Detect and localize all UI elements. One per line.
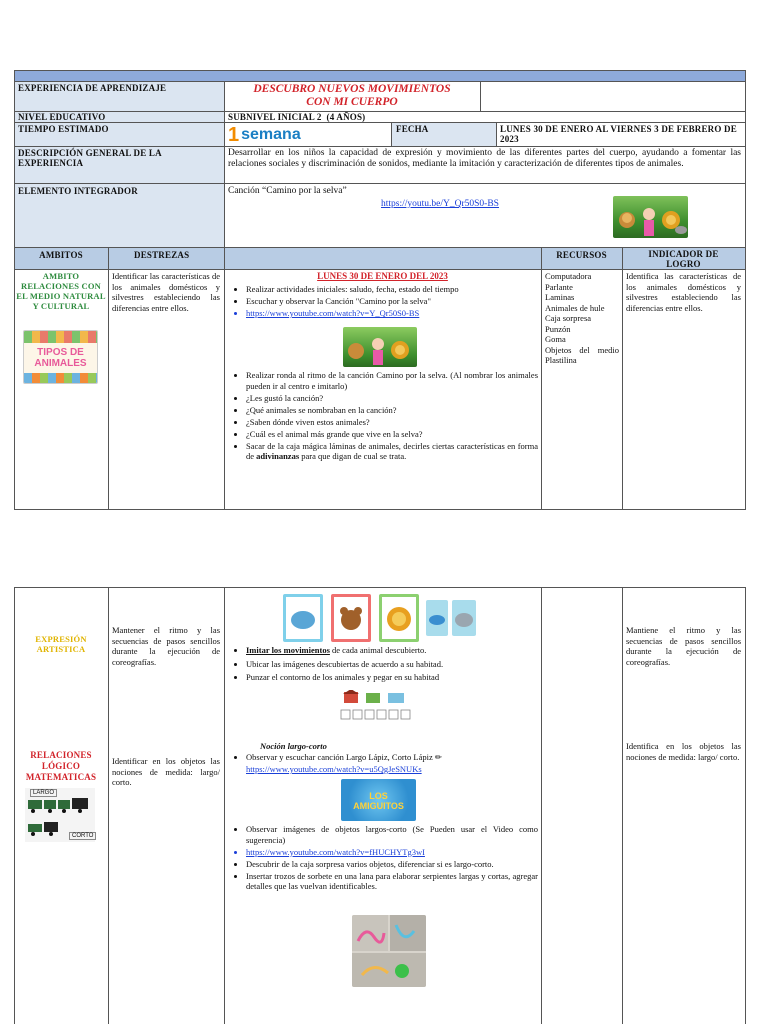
animal-card (331, 594, 371, 642)
nivel-value: SUBNIVEL INICIAL 2 (4 AÑOS) (228, 112, 366, 122)
recurso-item: Punzón (545, 323, 571, 334)
tiempo-label: TIEMPO ESTIMADO (18, 124, 109, 134)
semana-logo (228, 125, 301, 145)
experiencia-title-line-1: DESCUBRO NUEVOS MOVIMIENTOS (253, 83, 451, 95)
snakes-craft-image (352, 915, 426, 987)
table-top-bar (14, 70, 745, 81)
nocion-heading: Noción largo-corto (260, 741, 327, 751)
jungle-song-image (613, 196, 688, 238)
list-item: • Realizar actividades iniciales: saludo, fecha, estado del tiempo (246, 284, 538, 295)
list-item: • ¿Les gustó la canción? (246, 393, 538, 404)
activities-list-nocion (232, 752, 538, 776)
list-item: • Imitar los movimientos de cada animal descubierto. (246, 645, 538, 656)
indicador-expresion: Mantiene el ritmo y las secuencias de pasos sencillos durante la ejecución de coreografías. (626, 625, 741, 667)
activities-list-largo-corto (232, 824, 538, 893)
animal-card (379, 594, 419, 642)
list-item: • Insertar trozos de sorbete en una lana para elaborar serpientes largas y cortas, agregar detalles que las vuelvan identificables. (246, 871, 538, 892)
list-item-link[interactable]: https://www.youtube.com/watch?v=u5QgJeSNUKs (246, 764, 422, 774)
recurso-item: Plastilina (545, 355, 577, 365)
habitat-icon (340, 690, 412, 724)
amiguitos-logo (341, 779, 416, 821)
list-item: • Observar y escuchar canción Largo Lápiz, Corto Lápiz ✏ (246, 752, 538, 763)
animal-card (283, 594, 323, 642)
fecha-value: LUNES 30 DE ENERO AL VIERNES 3 DE FEBRERO DE 2023 (500, 124, 737, 144)
expresion-destreza: Mantener el ritmo y las secuencias de pasos sencillos durante la ejecución de coreografías. (112, 625, 220, 667)
fecha-label: FECHA (396, 124, 429, 134)
recurso-item: Caja sorpresa (545, 313, 592, 323)
recurso-item: Laminas (545, 292, 575, 302)
dolphin-icon (426, 600, 448, 636)
date-heading: LUNES 30 DE ENERO DEL 2023 (317, 271, 448, 281)
habitat-worksheet-image (340, 690, 412, 724)
recurso-item: Computadora (545, 271, 592, 281)
activities-list-expresion (232, 645, 538, 684)
amiguitos-text: LOS AMIGUITOS (353, 791, 404, 811)
list-item: • ¿Saben dónde viven estos animales? (246, 417, 538, 428)
semana-number: 1 (228, 124, 240, 146)
header-destrezas: DESTREZAS (134, 250, 190, 260)
list-item: • Escuchar y observar la Canción "Camino por la selva" (246, 296, 538, 307)
tipos-animales-text: TIPOS DE ANIMALES (34, 347, 87, 369)
animal-card (426, 600, 448, 636)
nivel-label: NIVEL EDUCATIVO (18, 112, 106, 122)
destreza-text: Identificar las características de los animales domésticos y silvestres estableciendo las diferencias entre ellos. (112, 271, 220, 313)
jungle-animals-icon (343, 327, 417, 367)
elemento-link[interactable]: https://youtu.be/Y_Qr50S0-BS (381, 199, 499, 209)
list-item: • Ubicar las imágenes descubiertas de acuerdo a su habitad. (246, 659, 538, 670)
header-indicador-line-2: LOGRO (666, 259, 701, 269)
adivinanzas-bold: adivinanzas (256, 451, 300, 461)
descripcion-value: Desarrollar en los niños la capacidad de expresión y movimiento de las diferentes partes del cuerpo, ayudando a fomentar las relaciones sociales y discriminación de sonidos, mediante la imitación y caracterización de diferentes tipos de animales. (228, 148, 741, 169)
recurso-item: Parlante (545, 281, 573, 292)
semana-word: semana (241, 126, 301, 143)
header-indicador (622, 249, 745, 269)
corto-label: CORTO (69, 832, 96, 840)
experiencia-title-line-2: CON MI CUERPO (306, 96, 398, 108)
header-ambitos: AMBITOS (39, 250, 83, 260)
imitar-bold: Imitar los movimientos (246, 645, 330, 655)
largo-corto-train-image (25, 788, 95, 842)
elephant-icon (452, 600, 476, 636)
experiencia-title (226, 83, 478, 109)
elemento-value: Canción “Camino por la selva” (228, 186, 347, 196)
header-indicador-line-1: INDICADOR DE (648, 249, 719, 259)
indicador-logico: Identifica en los objetos las nociones de medida: largo/ corto. (626, 741, 741, 762)
recurso-item: Objetos del medio (545, 344, 619, 355)
list-item: • Punzar el contorno de los animales y pegar en su habitad (246, 672, 538, 683)
activities-list-b (232, 370, 538, 463)
list-item-link[interactable]: • https://www.youtube.com/watch?v=fHUCHYTg3wI (246, 847, 538, 858)
indicador-text: Identifica las características de los animales domésticos y silvestres estableciendo las diferencias entre ellos. (626, 271, 741, 313)
recurso-item: Animales de hule (545, 302, 605, 313)
tipos-animales-image (23, 330, 98, 384)
list-item: • Realizar ronda al ritmo de la canción Camino por la selva. (Al nombrar los animales pueden ir al centro e imitarlo) (246, 370, 538, 391)
descripcion-label: DESCRIPCIÓN GENERAL DE LA EXPERIENCIA (18, 148, 162, 168)
list-item: • Sacar de la caja mágica láminas de animales, decirles ciertas características en forma de adivinanzas para que digan de cual se trata. (246, 441, 538, 462)
ambito-label: AMBITO RELACIONES CON EL MEDIO NATURAL Y CULTURAL (16, 271, 106, 311)
header-recursos: RECURSOS (556, 250, 607, 260)
logico-destreza: Identificar en los objetos las nociones de medida: largo/ corto. (112, 756, 220, 787)
animal-card (452, 600, 476, 636)
elemento-label: ELEMENTO INTEGRADOR (18, 186, 138, 196)
list-item: • Descubrir de la caja sorpresa varios objetos, diferenciar si es largo-corto. (246, 859, 538, 870)
logico-label: RELACIONES LÓGICO MATEMATICAS (25, 750, 97, 782)
lion-icon (379, 594, 419, 642)
jungle-animals-icon (613, 196, 688, 238)
snake-icon (352, 915, 426, 987)
activities-list-a (232, 284, 538, 320)
expresion-label: EXPRESIÓN ARTISTICA (35, 634, 87, 654)
list-item: • ¿Cuál es el animal más grande que vive en la selva? (246, 429, 538, 440)
list-item: • ¿Qué animales se nombraban en la canción? (246, 405, 538, 416)
jungle-song-image-small (343, 327, 417, 367)
recurso-item: Goma (545, 334, 566, 344)
list-item: • Observar imágenes de objetos largos-corto (Se Pueden usar el Video como sugerencia) (246, 824, 538, 845)
list-item-link[interactable]: • https://www.youtube.com/watch?v=Y_Qr50S0-BS (246, 308, 538, 319)
recursos-list (545, 271, 619, 366)
whale-icon (283, 594, 323, 642)
experiencia-label: EXPERIENCIA DE APRENDIZAJE (18, 83, 167, 93)
bear-icon (331, 594, 371, 642)
largo-label: LARGO (30, 789, 57, 797)
